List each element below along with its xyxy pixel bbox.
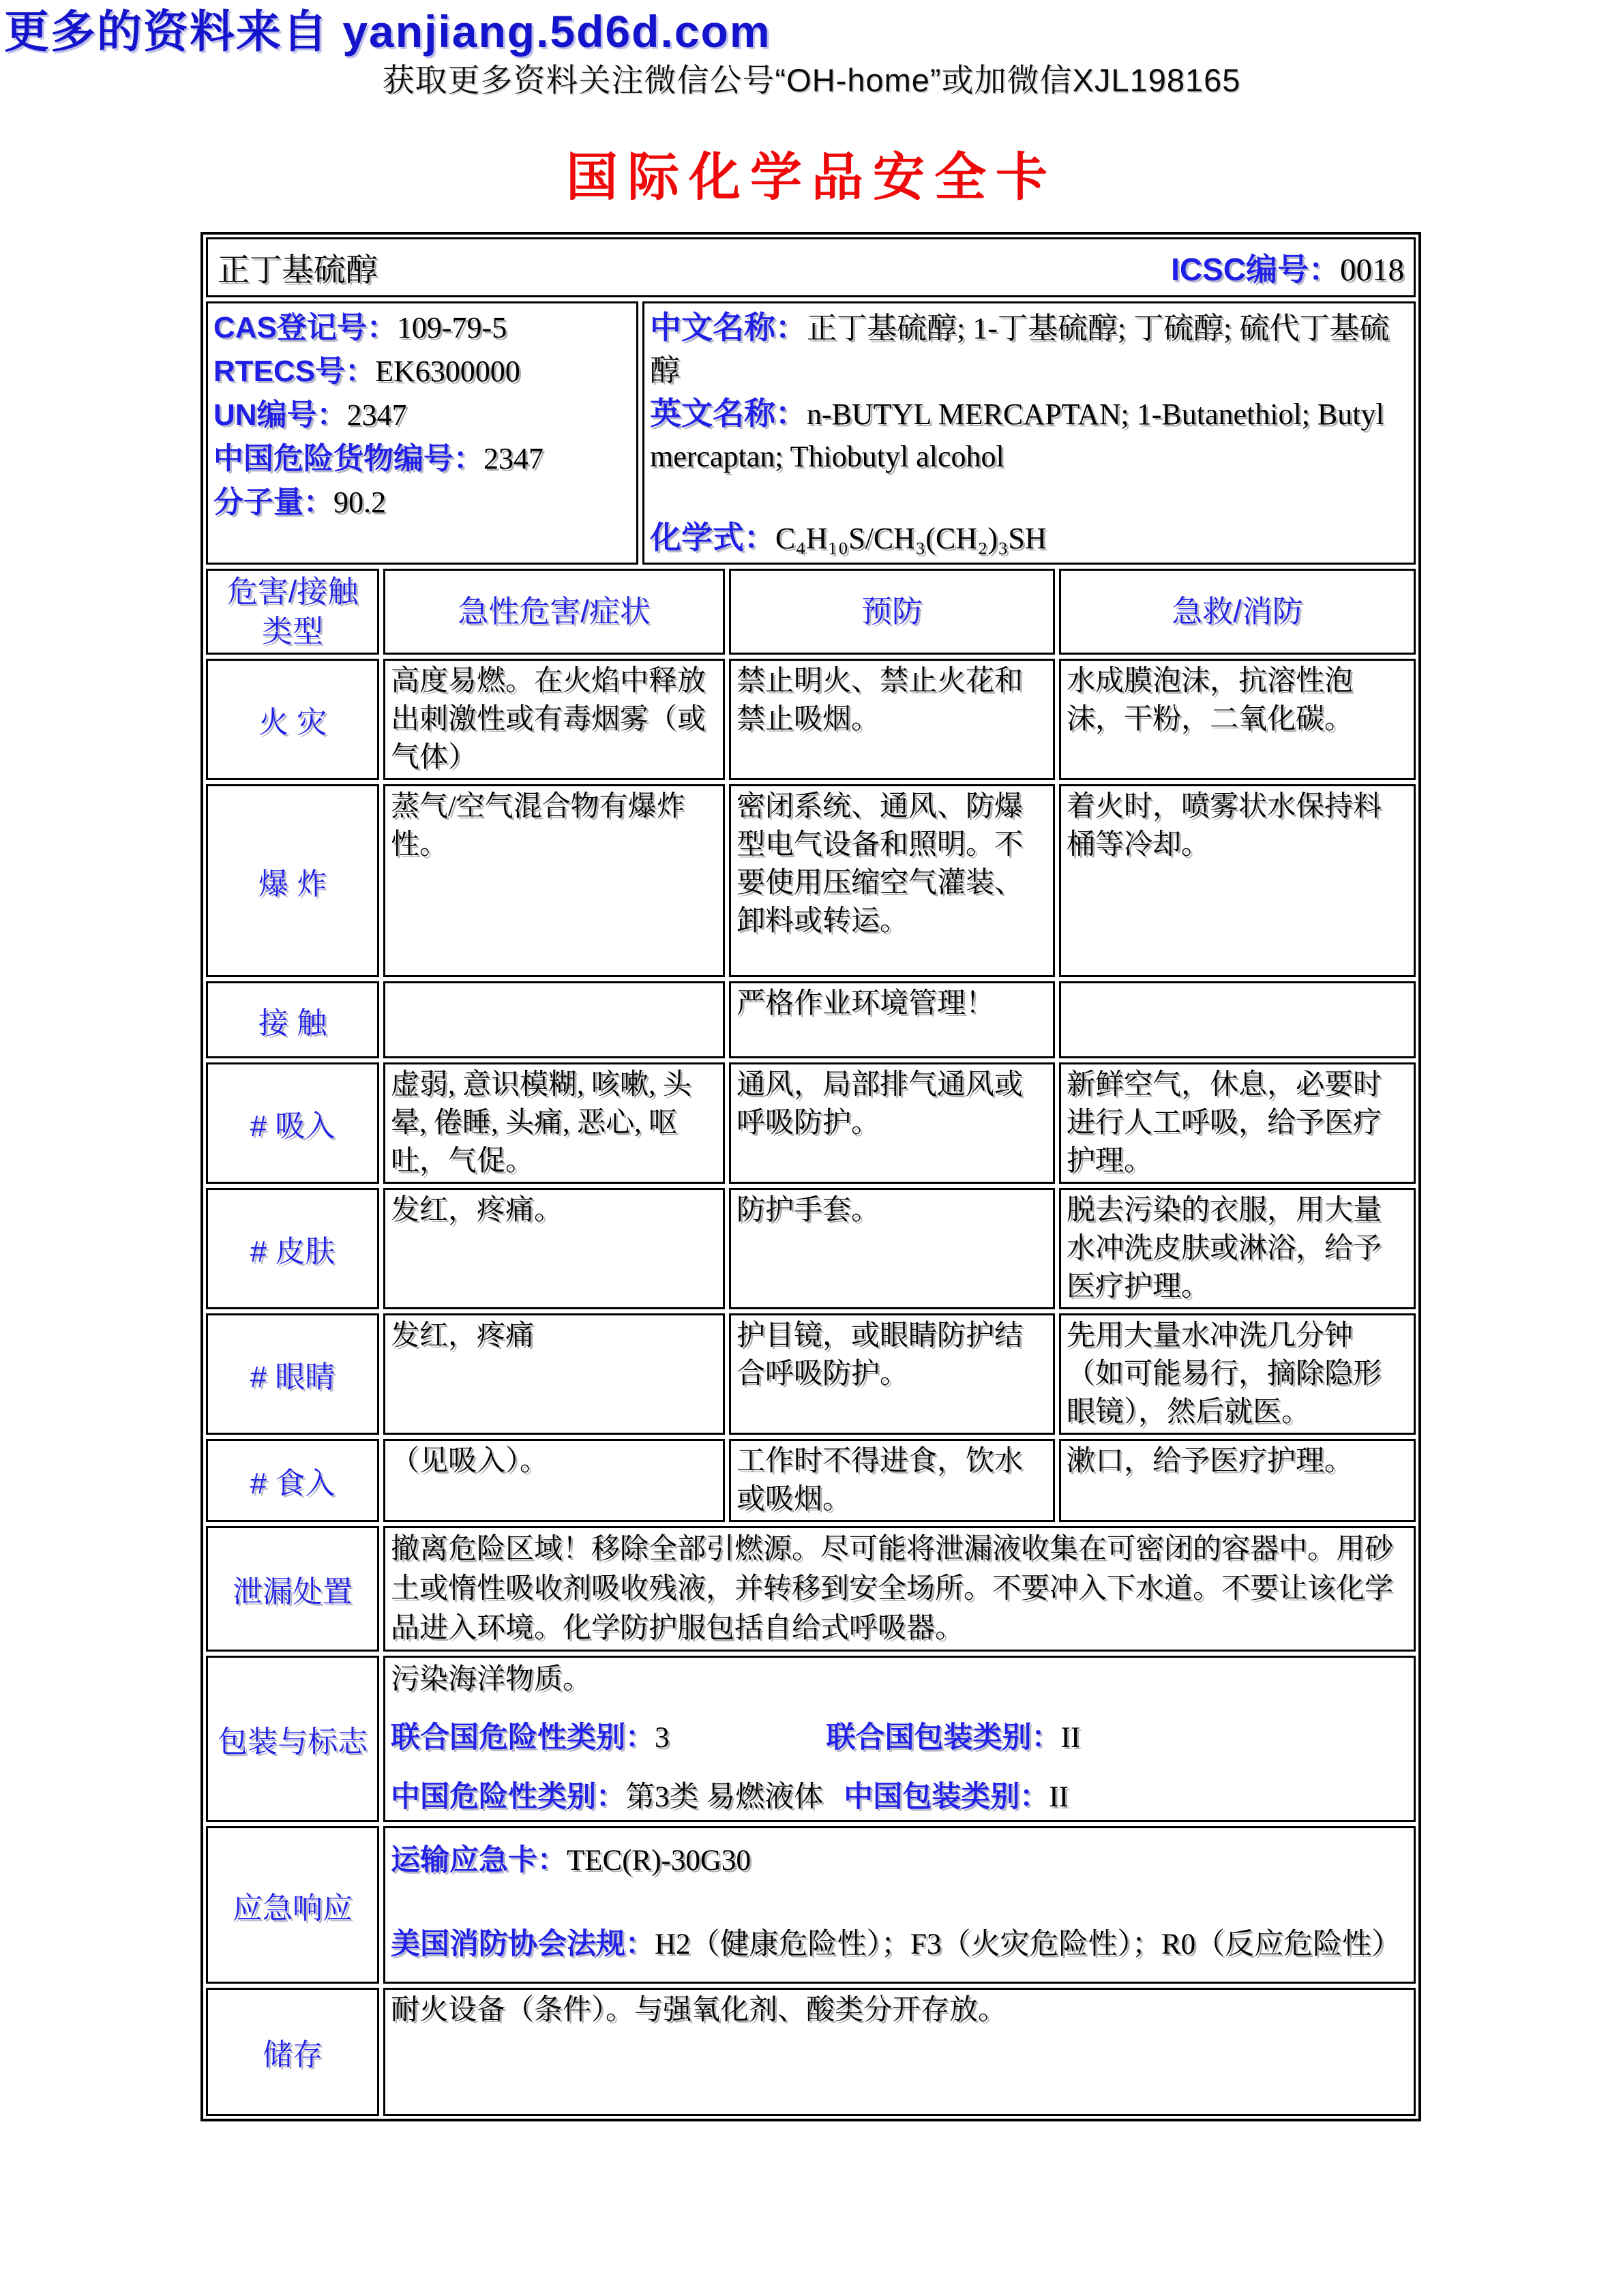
ingestion-symptoms-cell: [383, 1439, 725, 1522]
cn-class-value: 第3类 易燃液体: [625, 1781, 824, 1813]
emergency-label: 应急响应: [206, 1826, 379, 1984]
spill-row: [206, 1526, 1416, 1652]
hazard-row-explosion: [206, 784, 1416, 977]
packaging-content-cell: [383, 1656, 1416, 1822]
hazard-type-header-line2: 类型: [261, 614, 323, 648]
inhalation-symptoms-cell: [383, 1062, 725, 1184]
cn-classification-line: [391, 1777, 1408, 1817]
inhalation-response-cell: [1059, 1062, 1416, 1184]
identifier-rtecs: [213, 350, 631, 393]
fire-prevention-cell: [729, 659, 1055, 780]
skin-symptoms-text: 发红，疼痛。: [391, 1195, 563, 1226]
tec-line: [391, 1840, 1408, 1881]
packaging-row: [206, 1656, 1416, 1822]
page-title: 国际化学品安全卡: [566, 149, 1057, 207]
formula-line: [650, 516, 1408, 560]
formula-value: C₄H₁₀S/CH₃(CH₂)₃SH: [775, 522, 1047, 555]
watermark-text: 更多的资料来自 yanjiang.5d6d.com: [4, 6, 771, 57]
explosion-response-cell: [1059, 784, 1416, 977]
english-names-value: n-BUTYL MERCAPTAN; 1-Butanethiol; Butyl mercaptan; Thiobutyl alcohol: [650, 398, 1384, 473]
exposure-prevention-text: 严格作业环境管理！: [736, 988, 995, 1019]
rtecs-value: EK6300000: [375, 355, 520, 388]
hazard-header-row: [206, 569, 1416, 655]
hazard-type-exposure: 接 触: [206, 981, 379, 1058]
explosion-prevention-cell: [729, 784, 1055, 977]
identifier-un: [213, 393, 631, 437]
fire-symptoms-text: 高度易燃。在火焰中释放出刺激性或有毒烟雾（或气体）: [391, 666, 706, 773]
tec-label: 运输应急卡：: [391, 1844, 567, 1877]
safety-card-table: [200, 232, 1421, 2121]
col-header-prevention: 预防: [729, 569, 1055, 655]
un-class-label: 联合国危险性类别：: [391, 1721, 655, 1754]
chinese-names-label: 中文名称：: [650, 310, 807, 345]
inhalation-prevention-text: 通风，局部排气通风或呼吸防护。: [736, 1069, 1024, 1139]
col-header-symptoms: 急性危害/症状: [383, 569, 725, 655]
skin-symptoms-cell: [383, 1188, 725, 1309]
ingestion-prevention-cell: [729, 1439, 1055, 1522]
hazard-type-eyes: # 眼睛: [206, 1313, 379, 1435]
chemical-name: 正丁基硫醇: [218, 252, 378, 288]
eyes-prevention-cell: [729, 1313, 1055, 1435]
storage-row: [206, 1988, 1416, 2116]
eyes-response-text: 先用大量水冲洗几分钟（如可能易行，摘除隐形眼镜），然后就医。: [1067, 1320, 1382, 1428]
explosion-response-text: 着火时，喷雾状水保持料桶等冷却。: [1067, 791, 1382, 861]
skin-prevention-cell: [729, 1188, 1055, 1309]
ingestion-symptoms-text: （见吸入）。: [391, 1446, 549, 1477]
card-title-cell: [206, 237, 1416, 297]
cn-pack-label: 中国包装类别：: [844, 1780, 1049, 1813]
hazard-row-exposure: [206, 981, 1416, 1058]
ingestion-prevention-text: 工作时不得进食，饮水或吸烟。: [736, 1446, 1024, 1515]
exposure-prevention-cell: [729, 981, 1055, 1058]
hazard-row-fire: [206, 659, 1416, 780]
col-header-hazard-type: [206, 569, 379, 655]
icsc-number: 0018: [1340, 252, 1404, 288]
cn-dg-value: 2347: [483, 442, 544, 475]
fire-symptoms-cell: [383, 659, 725, 780]
card-title-row: [206, 237, 1416, 297]
cn-class-label: 中国危险性类别：: [391, 1780, 625, 1813]
nfpa-line: [391, 1924, 1408, 1965]
hazard-row-inhalation: [206, 1062, 1416, 1184]
icsc-label: ICSC编号：: [1171, 252, 1340, 287]
names-cell: [642, 301, 1416, 565]
hazard-row-ingestion: [206, 1439, 1416, 1522]
exposure-response-cell: [1059, 981, 1416, 1058]
eyes-symptoms-text: 发红，疼痛: [391, 1320, 535, 1352]
cas-value: 109-79-5: [396, 311, 507, 344]
icsc-number-group: [1171, 245, 1404, 290]
inhalation-symptoms-text: 虚弱, 意识模糊, 咳嗽, 头晕, 倦睡, 头痛, 恶心, 呕吐，气促。: [391, 1069, 692, 1177]
eyes-prevention-text: 护目镜，或眼睛防护结合呼吸防护。: [736, 1320, 1024, 1390]
wechat-note: 获取更多资料关注微信公号“OH-home”或加微信XJL198165: [382, 62, 1241, 98]
un-pack-value: II: [1060, 1722, 1081, 1754]
skin-prevention-text: 防护手套。: [736, 1195, 880, 1226]
hazard-type-header-line1: 危害/接触: [226, 574, 359, 609]
skin-response-text: 脱去污染的衣服，用大量水冲洗皮肤或淋浴，给予医疗护理。: [1067, 1195, 1382, 1302]
hazard-type-skin: # 皮肤: [206, 1188, 379, 1309]
inhalation-prevention-cell: [729, 1062, 1055, 1184]
spill-text: 撤离危险区域！移除全部引燃源。尽可能将泄漏液收集在可密闭的容器中。用砂土或惰性吸收剂吸收残液，并转移到安全场所。不要冲入下水道。不要让该化学品进入环境。化学防护服包括自给式呼吸器。: [391, 1534, 1394, 1644]
tec-value: TEC(R)-30G30: [567, 1845, 751, 1877]
nfpa-label: 美国消防协会法规：: [391, 1928, 655, 1960]
marine-pollutant-text: 污染海洋物质。: [391, 1664, 592, 1695]
identifiers-cell: [206, 301, 638, 565]
identifier-cas: [213, 306, 631, 350]
un-pack-label: 联合国包装类别：: [826, 1721, 1061, 1754]
inhalation-response-text: 新鲜空气，休息，必要时进行人工呼吸，给予医疗护理。: [1067, 1069, 1382, 1177]
exposure-symptoms-cell: [383, 981, 725, 1058]
hazard-row-eyes: [206, 1313, 1416, 1435]
hazard-row-skin: [206, 1188, 1416, 1309]
explosion-symptoms-cell: [383, 784, 725, 977]
identifier-molweight: [213, 481, 631, 524]
identifier-cn-dg: [213, 437, 631, 481]
un-class-value: 3: [655, 1722, 670, 1754]
eyes-response-cell: [1059, 1313, 1416, 1435]
emergency-content-cell: [383, 1826, 1416, 1984]
un-classification-line: [391, 1718, 1408, 1758]
spill-label: 泄漏处置: [206, 1526, 379, 1652]
explosion-prevention-text: 密闭系统、通风、防爆型电气设备和照明。不要使用压缩空气灌装、卸料或转运。: [736, 791, 1024, 937]
storage-text-cell: [383, 1988, 1416, 2116]
fire-response-text: 水成膜泡沫，抗溶性泡沫，干粉，二氧化碳。: [1067, 666, 1354, 735]
un-label: UN编号：: [213, 398, 347, 432]
explosion-symptoms-text: 蒸气/空气混合物有爆炸性。: [391, 791, 685, 861]
col-header-response: 急救/消防: [1059, 569, 1416, 655]
ingestion-response-text: 漱口，给予医疗护理。: [1067, 1446, 1354, 1477]
hazard-type-explosion: 爆 炸: [206, 784, 379, 977]
hazard-type-fire: 火 灾: [206, 659, 379, 780]
cas-label: CAS登记号：: [213, 311, 397, 344]
english-names-label: 英文名称：: [650, 396, 807, 431]
emergency-row: [206, 1826, 1416, 1984]
chinese-names-value: 正丁基硫醇; 1-丁基硫醇; 丁硫醇; 硫代丁基硫醇: [650, 312, 1390, 387]
formula-label: 化学式：: [650, 520, 775, 555]
ingestion-response-cell: [1059, 1439, 1416, 1522]
packaging-label: 包装与标志: [206, 1656, 379, 1822]
molweight-label: 分子量：: [213, 486, 333, 519]
fire-response-cell: [1059, 659, 1416, 780]
chinese-names-line: [650, 306, 1408, 392]
storage-label: 储存: [206, 1988, 379, 2116]
identifiers-row: [206, 301, 1416, 565]
spill-text-cell: [383, 1526, 1416, 1652]
rtecs-label: RTECS号：: [213, 355, 376, 388]
english-names-line: [650, 392, 1408, 478]
molweight-value: 90.2: [333, 486, 386, 519]
cn-pack-value: II: [1049, 1781, 1069, 1813]
hazard-type-inhalation: # 吸入: [206, 1062, 379, 1184]
nfpa-value: H2（健康危险性）；F3（火灾危险性）；R0（反应危险性）: [655, 1928, 1401, 1960]
skin-response-cell: [1059, 1188, 1416, 1309]
hazard-type-ingestion: # 食入: [206, 1439, 379, 1522]
storage-text: 耐火设备（条件）。与强氧化剂、酸类分开存放。: [391, 1995, 1007, 2026]
fire-prevention-text: 禁止明火、禁止火花和禁止吸烟。: [736, 666, 1024, 735]
cn-dg-label: 中国危险货物编号：: [213, 442, 483, 475]
un-value: 2347: [346, 398, 407, 432]
eyes-symptoms-cell: [383, 1313, 725, 1435]
